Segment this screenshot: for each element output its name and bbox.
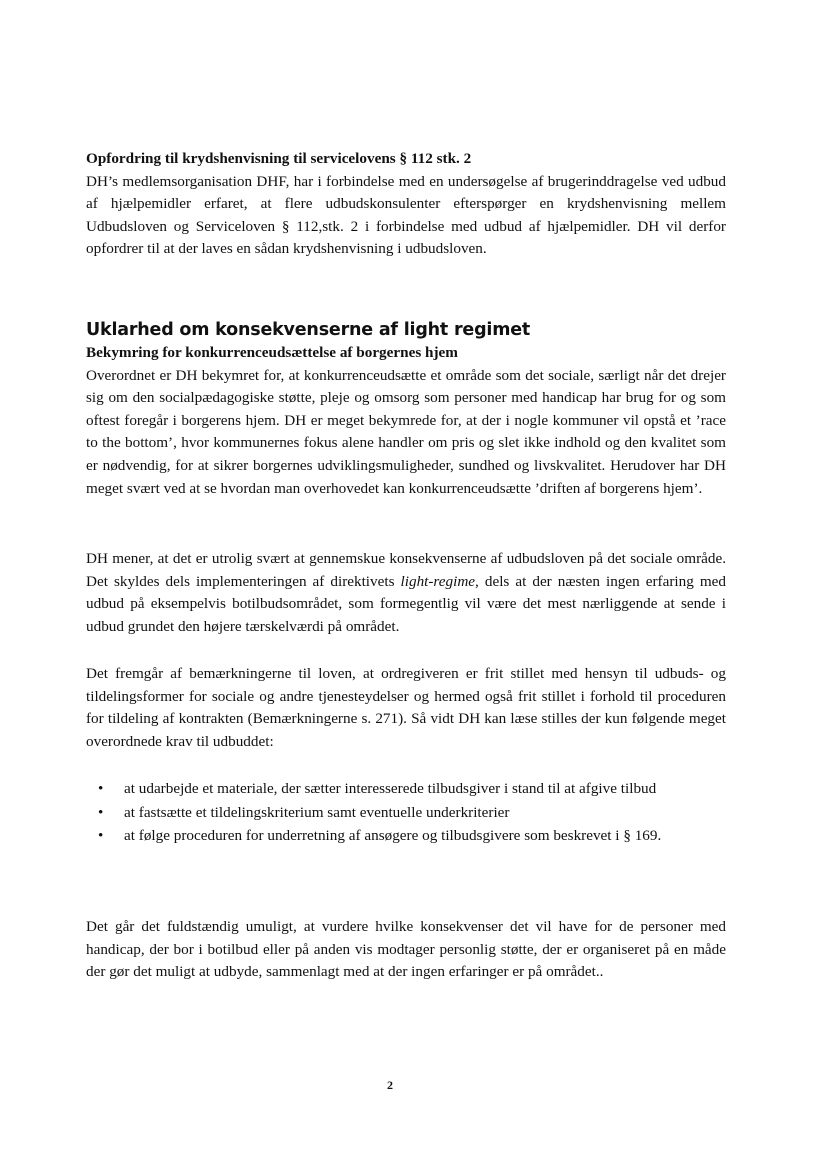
section-cross-reference [86,148,726,261]
section-light-regime [86,318,726,500]
paragraph-impossible [86,916,726,984]
paragraph-consequences-end: , dels at der næsten ingen erfaring med udbud på eksempelvis botilbudsområdet, som formegentlig vil være det mest nærliggende at sende i udbud grundet den højere tærskelværdi på området. [86,572,726,635]
subheading-cross-reference: Opfordring til krydshenvisning til servicelovens § 112 stk. 2 [86,150,472,167]
bullet-glyph: • [98,827,104,845]
paragraph-concern: Overordnet er DH bekymret for, at konkurrenceudsætte et område som det sociale, særligt når det drejer sig om den socialpædagogiske støtte, pleje og omsorg som personer med handicap har brug for og som oftest foregår i borgerens hjem. DH er meget bekymrede for, at der i nogle kommuner vil opstå et ’race to the bottom’, hvor kommunernes fokus alene handler om pris og slet ikke indhold og den kvalitet som er nødvendig, for at sikrer borgernes udviklingsmuligheder, sundhed og livskvalitet. Herudover har DH meget svært ved at se hvordan man overhovedet kan konkurrenceudsætte ’driften af borgerens hjem’. [86,366,726,497]
page-number: 2 [387,1078,393,1092]
paragraph-remarks [86,663,726,753]
paragraph-remarks-text: Det fremgår af bemærkningerne til loven, at ordregiveren er frit stillet med hensyn til udbuds- og tildelingsformer for sociale og andre tjenesteydelser og hermed også frit stillet i forhold til proceduren for tildeling af kontrakten (Bemærkningerne s. 271). Så vidt DH kan læse stilles der kun følgende meget overordnede krav til udbuddet: [86,665,726,750]
list-item: • at udarbejde et materiale, der sætter interesserede tilbudsgiver i stand til at afgive tilbud [86,778,726,801]
bullet-glyph: • [98,780,104,797]
section-heading: Uklarhed om konsekvenserne af light regimet [86,320,531,340]
subheading-concern: Bekymring for konkurrenceudsættelse af borgernes hjem [86,344,458,361]
paragraph-cross-reference: DH’s medlemsorganisation DHF, har i forbindelse med en undersøgelse af brugerinddragelse ved udbud af hjælpemidler erfaret, at flere udbudskonsulenter efterspørger en krydshenvisning mellem Udbudsloven og Serviceloven § 112,stk. 2 i forbindelse med udbud af hjælpemidler. DH vil derfor opfordrer til at der laves en sådan krydshenvisning i udbudsloven. [86,172,726,258]
paragraph-consequences-start: DH mener, at det er utrolig svært at gennemskue konsekvenserne af udbudsloven på det sociale område. Det skyldes dels implementeringen af direktivets [86,550,726,590]
paragraph-impossible-text: Det går det fuldstændig umuligt, at vurdere hvilke konsekvenser det vil have for de personer med handicap, der bor i botilbud eller på anden vis modtager personlig støtte, der er organiseret på en måde der gør det muligt at udbyde, sammenlagt med at der ingen erfaringer er på området.. [86,918,726,981]
list-item: • at fastsætte et tildelingskriterium samt eventuelle underkriterier [86,802,726,825]
bullet-glyph: • [98,803,104,821]
light-regime-term: light-regime [400,572,476,590]
paragraph-consequences [86,548,726,638]
requirements-list [86,778,726,849]
list-item: • at følge proceduren for underretning af ansøgere og tilbudsgivere som beskrevet i § 169. [86,825,726,848]
